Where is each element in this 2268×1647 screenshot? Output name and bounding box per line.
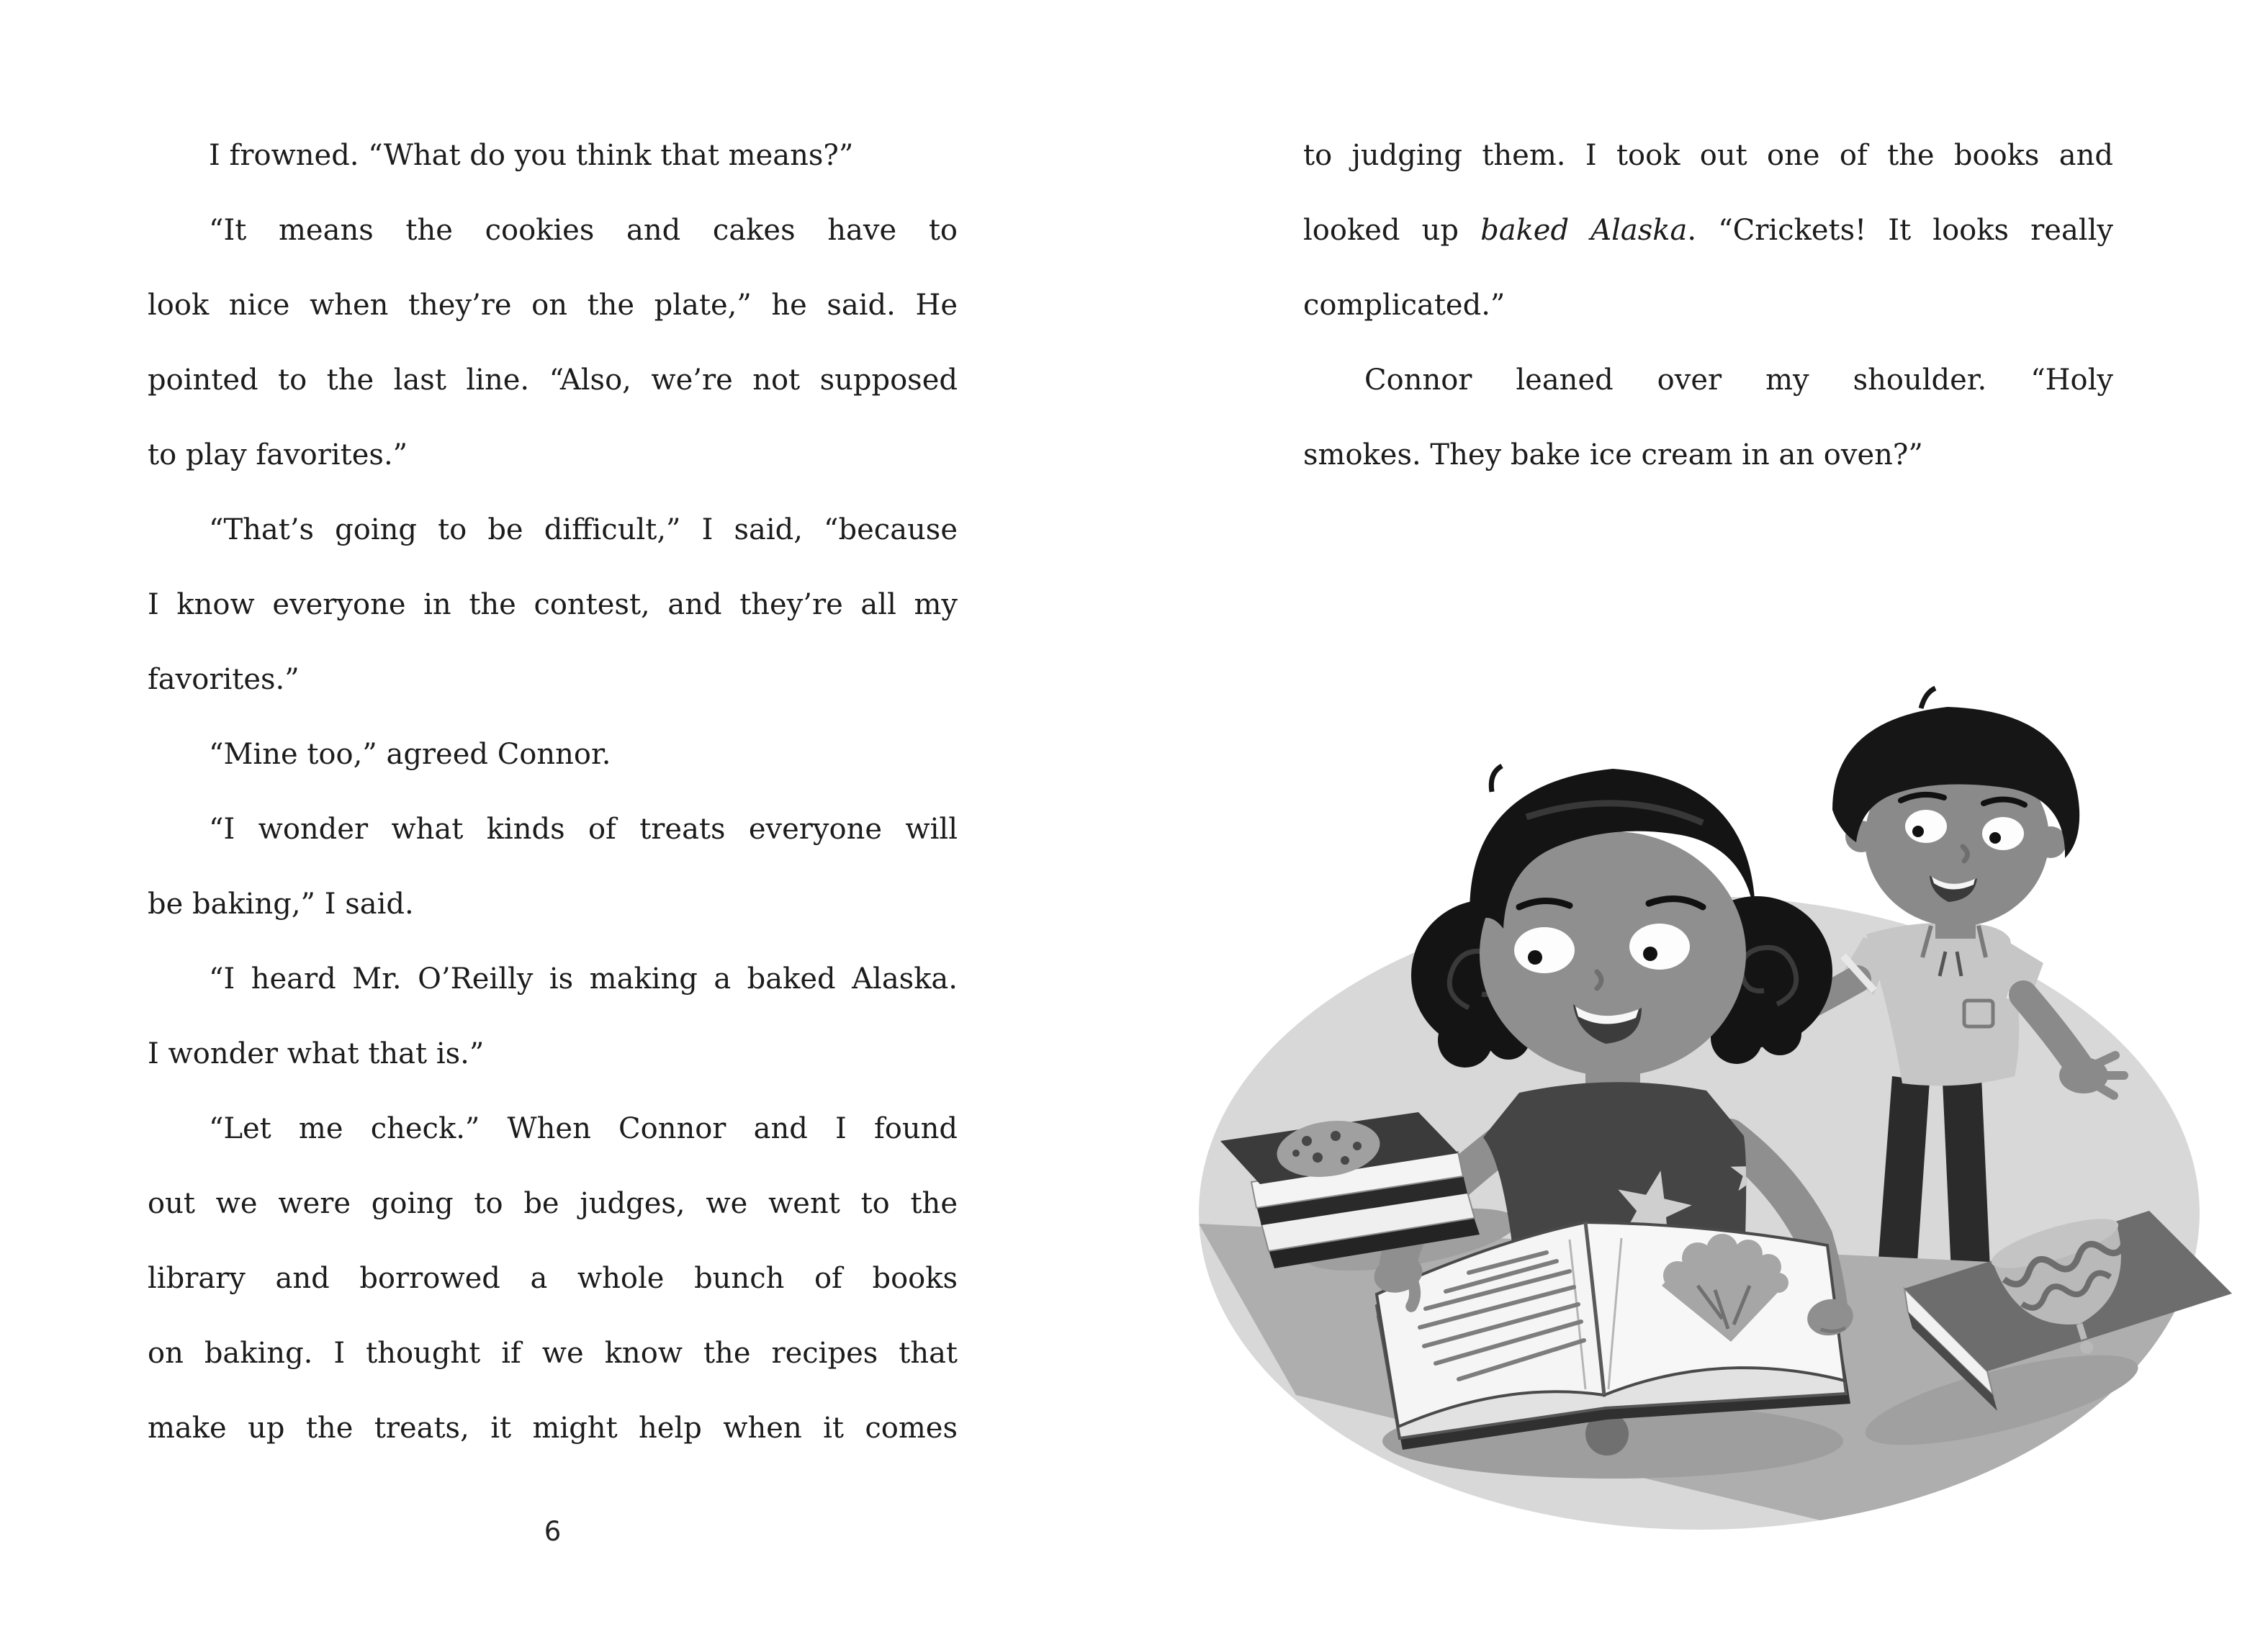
italic-term: baked Alaska — [1480, 214, 1688, 247]
text-line: “Let me check.” When Connor and I found — [209, 1112, 958, 1145]
text-line: I know everyone in the contest, and they’re all my — [148, 588, 958, 621]
text-line: to play favorites.” — [148, 438, 408, 471]
illustration-svg — [1181, 669, 2232, 1569]
text-line: “That’s going to be difficult,” I said, “because — [209, 513, 958, 546]
text-line: on baking. I thought if we know the recipes that — [148, 1337, 958, 1370]
text-line: I frowned. “What do you think that means?” — [209, 139, 854, 172]
text-line: “I wonder what kinds of treats everyone will — [209, 813, 958, 846]
text-line: “Mine too,” agreed Connor. — [209, 738, 611, 771]
text-line — [1303, 193, 2113, 268]
text-line: to judging them. I took out one of the books and — [1303, 139, 2113, 172]
text-segment: looked up — [1303, 214, 1481, 247]
text-line: “I heard Mr. O’Reilly is making a baked Alaska. — [209, 962, 958, 996]
left-text-column — [148, 118, 958, 1466]
right-text-column — [1303, 118, 2113, 492]
text-line: complicated.” — [1303, 289, 1506, 322]
text-line: pointed to the last line. “Also, we’re not supposed — [148, 364, 958, 397]
text-segment: . “Crickets! It looks really — [1687, 214, 2113, 247]
text-line: make up the treats, it might help when it comes — [148, 1412, 958, 1445]
page-number: 6 — [544, 1516, 562, 1547]
text-line: smokes. They bake ice cream in an oven?” — [1303, 438, 1923, 471]
text-line: look nice when they’re on the plate,” he said. He — [148, 289, 958, 322]
text-line: library and borrowed a whole bunch of books — [148, 1262, 958, 1295]
text-line: “It means the cookies and cakes have to — [209, 214, 958, 247]
text-line: out we were going to be judges, we went to the — [148, 1187, 958, 1220]
text-line: favorites.” — [148, 663, 300, 696]
text-line: I wonder what that is.” — [148, 1037, 485, 1070]
text-line: Connor leaned over my shoulder. “Holy — [1364, 364, 2113, 397]
girl-eye — [1514, 927, 1575, 973]
boy-eye — [1905, 810, 1947, 843]
text-line: be baking,” I said. — [148, 888, 414, 921]
illustration-children-reading — [1181, 669, 2232, 1569]
